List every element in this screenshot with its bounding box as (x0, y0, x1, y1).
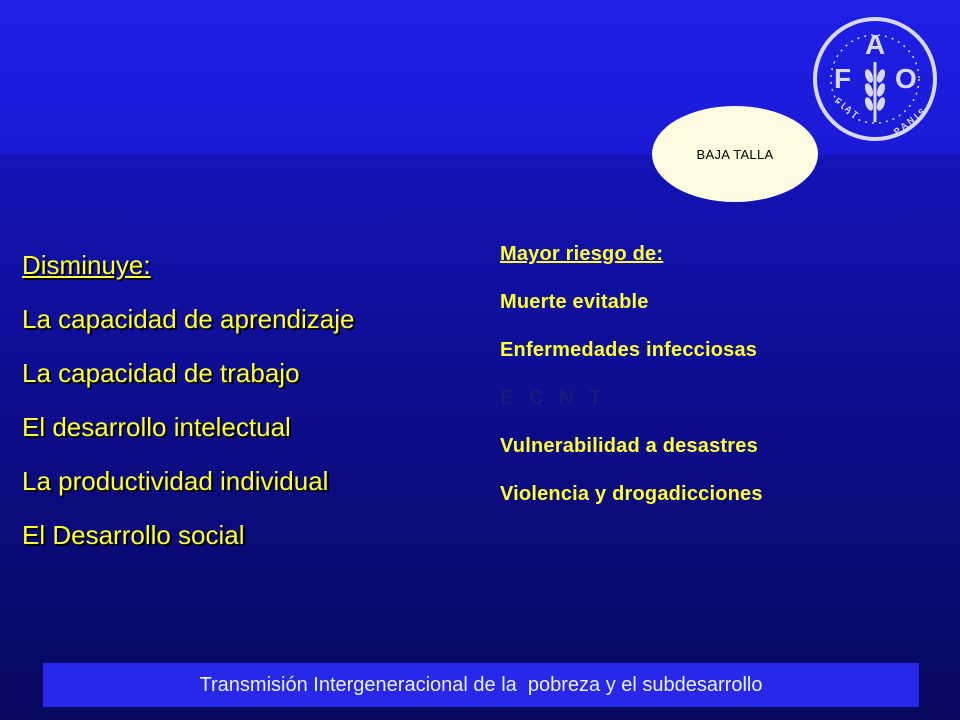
logo-motto-right: P A N I S (891, 106, 927, 137)
footer-banner (43, 663, 919, 707)
baja-talla-badge (652, 106, 818, 202)
left-list-item: El desarrollo intelectual (22, 412, 291, 442)
logo-letter-o: O (895, 63, 917, 94)
left-column-list (22, 238, 462, 562)
right-list-item: Violencia y drogadicciones (500, 483, 763, 505)
right-column-heading: Mayor riesgo de: (500, 243, 664, 265)
logo-motto-left: F I A T (832, 95, 861, 120)
logo-letter-f: F (834, 63, 852, 94)
right-list-item-ecnt: E C N T (500, 387, 607, 409)
footer-text: Transmisión Intergeneracional de la pobreza y el subdesarrollo (199, 673, 763, 696)
left-list-item: La capacidad de trabajo (22, 358, 300, 388)
right-list-item: Enfermedades infecciosas (500, 339, 758, 361)
logo-letter-a: A (865, 29, 886, 60)
left-list-item: La capacidad de aprendizaje (22, 304, 355, 334)
left-list-item: El Desarrollo social (22, 520, 245, 550)
fao-logo-icon (812, 16, 938, 142)
right-column-list (500, 230, 930, 518)
right-list-item: Muerte evitable (500, 291, 649, 313)
right-list-item: Vulnerabilidad a desastres (500, 435, 758, 457)
baja-talla-label: BAJA TALLA (696, 146, 774, 162)
left-list-item: La productividad individual (22, 466, 329, 496)
left-column-heading: Disminuye: (22, 250, 151, 280)
